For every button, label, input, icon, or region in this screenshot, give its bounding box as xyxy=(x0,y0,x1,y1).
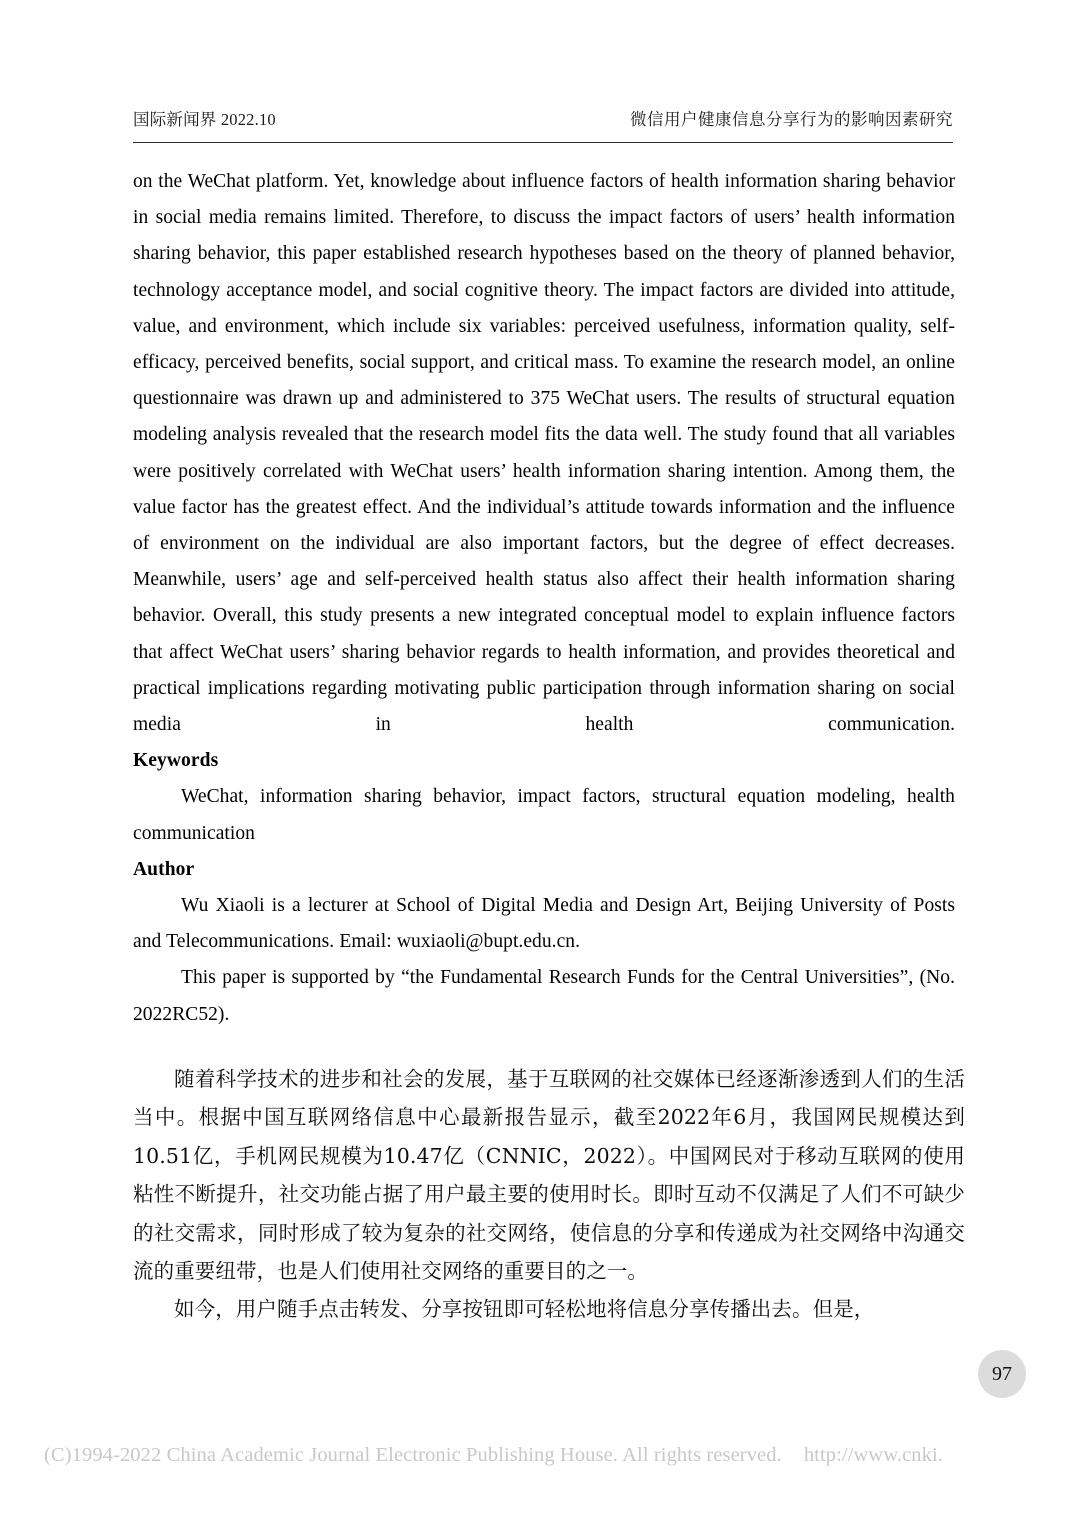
chinese-body-block xyxy=(133,1060,965,1329)
chinese-paragraph-2: 如今，用户随手点击转发、分享按钮即可轻松地将信息分享传播出去。但是， xyxy=(174,1297,875,1322)
article-body xyxy=(133,164,965,1329)
footer-url-text: http://www.cnki. xyxy=(803,1444,944,1466)
keywords-heading: Keywords xyxy=(133,750,219,772)
footer-copyright-text: (C)1994-2022 China Academic Journal Electronic Publishing House. All rights reserved. xyxy=(44,1444,782,1466)
page-number-badge: 97 xyxy=(978,1350,1026,1398)
funding-note: This paper is supported by “the Fundamental Research Funds for the Central Universities”, (No. 2022RC52). xyxy=(133,967,955,1025)
header-divider-rule xyxy=(133,142,953,143)
footer-watermark xyxy=(44,1441,1080,1469)
abstract-paragraph: on the WeChat platform. Yet, knowledge about influence factors of health information sharing behavior in social media remains limited. Therefore, to discuss the impact factors of users’ health information sharing behavior, this paper established research hypotheses based on the theory of planned behavior, technology acceptance model, and social cognitive theory. The impact factors are divided into attitude, value, and environment, which include six variables: perceived usefulness, information quality, self-efficacy, perceived benefits, social support, and critical mass. To examine the research model, an online questionnaire was drawn up and administered to 375 WeChat users. The results of structural equation modeling analysis revealed that the research model fits the data well. The study found that all variables were positively correlated with WeChat users’ health information sharing intention. Among them, the value factor has the greatest effect. And the individual’s attitude towards information and the influence of environment on the individual are also important factors, but the degree of effect decreases. Meanwhile, users’ age and self-perceived health status also affect their health information sharing behavior. Overall, this study presents a new integrated conceptual model to explain influence factors that affect WeChat users’ sharing behavior regards to health information, and provides theoretical and practical implications regarding motivating public participation through information sharing on social media in health communication. xyxy=(133,171,955,736)
running-head-journal: 国际新闻界 2022.10 xyxy=(133,110,276,129)
author-heading: Author xyxy=(133,858,195,880)
chinese-paragraph-1: 随着科学技术的进步和社会的发展，基于互联网的社交媒体已经逐渐渗透到人们的生活当中。根据中国互联网络信息中心最新报告显示，截至2022年6月，我国网民规模达到10.51亿，手机网民规模为10.47亿（CNNIC，2022）。中国网民对于移动互联网的使用粘性不断提升，社交功能占据了用户最主要的使用时长。即时互动不仅满足了人们不可缺少的社交需求，同时形成了较为复杂的社交网络，使信息的分享和传递成为社交网络中沟通交流的重要纽带，也是人们使用社交网络的重要目的之一。 xyxy=(133,1066,965,1283)
keywords-text: WeChat, information sharing behavior, impact factors, structural equation modeling, health communication xyxy=(133,786,955,844)
author-bio: Wu Xiaoli is a lecturer at School of Digital Media and Design Art, Beijing University of Posts and Telecommunications. Email: wuxiaoli@bupt.edu.cn. xyxy=(133,895,955,953)
running-head-article-title: 微信用户健康信息分享行为的影响因素研究 xyxy=(630,110,953,129)
running-head xyxy=(133,108,953,132)
